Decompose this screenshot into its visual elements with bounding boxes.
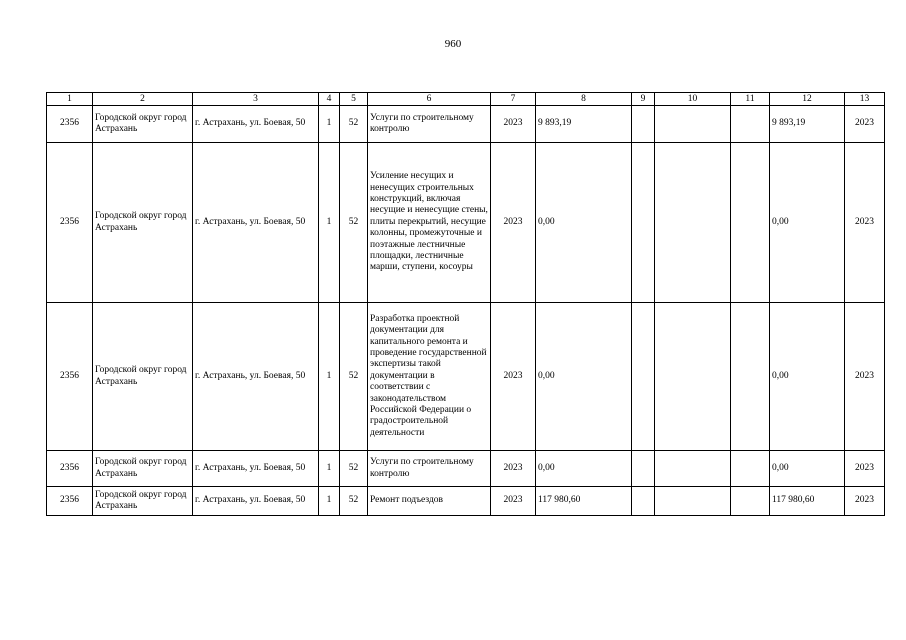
cell-col4: 1 [319, 106, 340, 143]
column-header: 7 [491, 93, 536, 106]
cell-col10 [655, 451, 731, 487]
column-header: 4 [319, 93, 340, 106]
cell-col11 [731, 487, 770, 516]
cell-address: г. Астрахань, ул. Боевая, 50 [193, 106, 319, 143]
cell-work-type: Ремонт подъездов [368, 487, 491, 516]
column-header: 1 [47, 93, 93, 106]
cell-col4: 1 [319, 303, 340, 451]
cell-id: 2356 [47, 451, 93, 487]
table-row [47, 451, 885, 487]
column-header: 6 [368, 93, 491, 106]
cell-total: 0,00 [536, 451, 632, 487]
column-header: 13 [845, 93, 885, 106]
cell-total: 9 893,19 [536, 106, 632, 143]
cell-municipality: Городской округ город Астрахань [93, 487, 193, 516]
cell-year: 2023 [491, 106, 536, 143]
cell-col11 [731, 451, 770, 487]
cell-col4: 1 [319, 487, 340, 516]
cell-col9 [632, 106, 655, 143]
cell-address: г. Астрахань, ул. Боевая, 50 [193, 303, 319, 451]
cell-total: 0,00 [536, 143, 632, 303]
column-header: 2 [93, 93, 193, 106]
cell-address: г. Астрахань, ул. Боевая, 50 [193, 451, 319, 487]
cell-col10 [655, 303, 731, 451]
cell-col12: 0,00 [770, 303, 845, 451]
table-row [47, 143, 885, 303]
cell-col13: 2023 [845, 303, 885, 451]
cell-col11 [731, 143, 770, 303]
column-header: 3 [193, 93, 319, 106]
cell-col9 [632, 487, 655, 516]
cell-col13: 2023 [845, 487, 885, 516]
cell-col12: 0,00 [770, 451, 845, 487]
page-number: 960 [444, 38, 462, 50]
cell-col12: 0,00 [770, 143, 845, 303]
cell-work-type: Разработка проектной документации для капитального ремонта и проведение государственной экспертизы такой документации в соответствии с законодательством Российской Федерации о градостроительной деятельности [368, 303, 491, 451]
cell-total: 117 980,60 [536, 487, 632, 516]
cell-municipality: Городской округ город Астрахань [93, 143, 193, 303]
cell-id: 2356 [47, 487, 93, 516]
cell-municipality: Городской округ город Астрахань [93, 451, 193, 487]
cell-municipality: Городской округ город Астрахань [93, 106, 193, 143]
cell-col4: 1 [319, 451, 340, 487]
cell-year: 2023 [491, 143, 536, 303]
cell-id: 2356 [47, 106, 93, 143]
cell-col10 [655, 143, 731, 303]
cell-col11 [731, 106, 770, 143]
cell-col10 [655, 487, 731, 516]
registry-table [46, 92, 885, 516]
cell-col10 [655, 106, 731, 143]
column-header: 11 [731, 93, 770, 106]
cell-address: г. Астрахань, ул. Боевая, 50 [193, 487, 319, 516]
cell-work-type: Услуги по строительному контролю [368, 106, 491, 143]
cell-work-type: Услуги по строительному контролю [368, 451, 491, 487]
table-row [47, 106, 885, 143]
cell-year: 2023 [491, 451, 536, 487]
cell-col5: 52 [340, 303, 368, 451]
cell-total: 0,00 [536, 303, 632, 451]
cell-col9 [632, 143, 655, 303]
cell-col13: 2023 [845, 106, 885, 143]
cell-col13: 2023 [845, 451, 885, 487]
cell-id: 2356 [47, 303, 93, 451]
cell-col9 [632, 303, 655, 451]
column-header: 10 [655, 93, 731, 106]
cell-municipality: Городской округ город Астрахань [93, 303, 193, 451]
cell-year: 2023 [491, 487, 536, 516]
cell-col12: 9 893,19 [770, 106, 845, 143]
cell-year: 2023 [491, 303, 536, 451]
cell-col5: 52 [340, 106, 368, 143]
header-row [47, 93, 885, 106]
cell-col5: 52 [340, 143, 368, 303]
table-row [47, 487, 885, 516]
cell-work-type: Усиление несущих и ненесущих строительных конструкций, включая несущие и ненесущие стены, плиты перекрытий, несущие колонны, промежуточные и поэтажные лестничные площадки, лестничные марши, ступени, косоуры [368, 143, 491, 303]
cell-col5: 52 [340, 487, 368, 516]
cell-col11 [731, 303, 770, 451]
cell-address: г. Астрахань, ул. Боевая, 50 [193, 143, 319, 303]
table-row [47, 303, 885, 451]
cell-col12: 117 980,60 [770, 487, 845, 516]
cell-col5: 52 [340, 451, 368, 487]
column-header: 12 [770, 93, 845, 106]
cell-id: 2356 [47, 143, 93, 303]
column-header: 8 [536, 93, 632, 106]
cell-col9 [632, 451, 655, 487]
column-header: 9 [632, 93, 655, 106]
cell-col4: 1 [319, 143, 340, 303]
column-header: 5 [340, 93, 368, 106]
cell-col13: 2023 [845, 143, 885, 303]
